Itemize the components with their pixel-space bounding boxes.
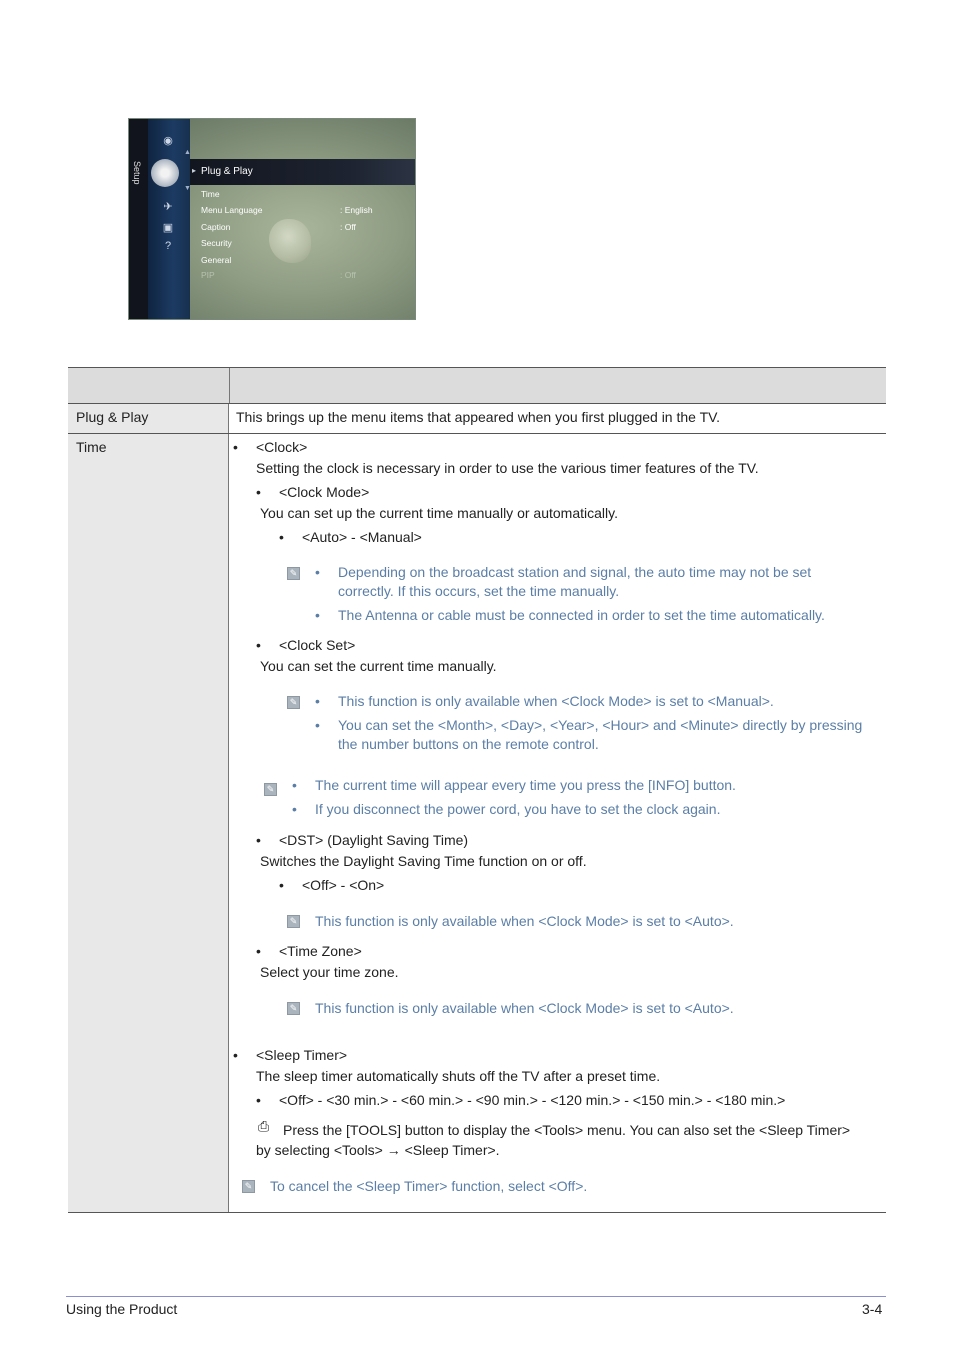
note-text: The Antenna or cable must be connected in order to set the time automatically. [338, 607, 825, 623]
sleep-timer-desc: The sleep timer automatically shuts off the TV after a preset time. [256, 1068, 661, 1084]
footer-divider [66, 1296, 886, 1297]
tv-menu-item: Caption [201, 222, 231, 232]
bullet: • [315, 564, 320, 580]
bullet: • [233, 1047, 238, 1063]
tv-menu-item: Time [201, 189, 220, 199]
tv-menu-item: General [201, 255, 232, 265]
bullet: • [292, 801, 297, 817]
bullet: • [256, 1092, 261, 1108]
sleep-timer-tools: Press the [TOOLS] button to display the <Tools> menu. You can also set the <Sleep Timer> [283, 1122, 851, 1138]
up-arrow-icon: ▲ [184, 149, 191, 156]
row-description: This brings up the menu items that appeared when you first plugged in the TV. [236, 409, 721, 425]
down-arrow-icon: ▼ [184, 185, 191, 192]
table-header-cell [68, 368, 230, 403]
gear-icon [151, 159, 179, 187]
table-row [68, 404, 886, 434]
clock-desc: Setting the clock is necessary in order to use the various timer features of the TV. [256, 460, 759, 476]
tv-menu-icon-column [148, 119, 190, 319]
bullet: • [279, 529, 284, 545]
sleep-timer-tools: by selecting <Tools> → <Sleep Timer>. [256, 1142, 500, 1158]
tv-menu-item-value: : Off [340, 222, 356, 232]
row-label: Plug & Play [68, 404, 229, 433]
note-icon: ✎ [264, 783, 277, 796]
dst-desc: Switches the Daylight Saving Time function on or off. [260, 853, 587, 869]
note-text: Depending on the broadcast station and signal, the auto time may not be set [338, 564, 812, 580]
tools-icon: ⎙ [258, 1118, 270, 1134]
clock-mode-title: <Clock Mode> [279, 484, 370, 500]
tv-menu-item-value: : Off [340, 270, 356, 280]
timezone-title: <Time Zone> [279, 943, 362, 959]
footer-section-title: Using the Product [66, 1301, 178, 1317]
note-text: This function is only available when <Clock Mode> is set to <Auto>. [315, 1000, 734, 1016]
bullet: • [292, 777, 297, 793]
tv-menu-item: Security [201, 238, 232, 248]
note-icon: ✎ [242, 1180, 255, 1193]
satellite-icon: ✈ [163, 200, 173, 213]
bullet: • [233, 439, 238, 455]
bullet: • [315, 693, 320, 709]
tv-menu-sidebar [129, 119, 148, 319]
tv-menu-item: Menu Language [201, 205, 263, 215]
tv-menu-item-value: : English [340, 205, 373, 215]
dst-options: <Off> - <On> [302, 877, 385, 893]
input-icon: ▣ [162, 221, 174, 234]
note-icon: ✎ [287, 1002, 300, 1015]
settings-table [68, 367, 886, 1213]
note-icon: ✎ [287, 915, 300, 928]
bullet: • [256, 832, 261, 848]
background-frog-image [269, 219, 311, 263]
note-text: the number buttons on the remote control. [338, 736, 599, 752]
row-label: Time [68, 434, 229, 1212]
bullet: • [256, 943, 261, 959]
clock-set-title: <Clock Set> [279, 637, 356, 653]
bullet: • [256, 637, 261, 653]
sleep-timer-options: <Off> - <30 min.> - <60 min.> - <90 min.> - <120 min.> - <150 min.> - <180 min.> [279, 1092, 786, 1108]
table-row [68, 434, 886, 1213]
note-icon: ✎ [287, 567, 300, 580]
table-header [68, 367, 886, 404]
note-text: To cancel the <Sleep Timer> function, select <Off>. [270, 1178, 588, 1194]
timezone-desc: Select your time zone. [260, 964, 399, 980]
sleep-timer-title: <Sleep Timer> [256, 1047, 348, 1063]
antenna-icon: ◉ [163, 134, 173, 147]
bullet: • [315, 717, 320, 733]
clock-set-desc: You can set the current time manually. [260, 658, 497, 674]
chevron-right-icon: ▸ [192, 166, 197, 175]
row-description [229, 434, 886, 1212]
note-text: If you disconnect the power cord, you have to set the clock again. [315, 801, 721, 817]
clock-mode-options: <Auto> - <Manual> [302, 529, 422, 545]
dst-title: <DST> (Daylight Saving Time) [279, 832, 469, 848]
clock-title: <Clock> [256, 439, 308, 455]
bullet: • [256, 484, 261, 500]
clock-mode-desc: You can set up the current time manually or automatically. [260, 505, 618, 521]
bullet: • [315, 607, 320, 623]
tv-menu-selected-item: Plug & Play [201, 166, 253, 177]
note-text: The current time will appear every time you press the [INFO] button. [315, 777, 736, 793]
note-text: You can set the <Month>, <Day>, <Year>, <Hour> and <Minute> directly by pressing [338, 717, 863, 733]
footer-page-number: 3-4 [862, 1301, 883, 1317]
tv-menu-side-label: Setup [132, 161, 142, 185]
note-icon: ✎ [287, 696, 300, 709]
tv-menu-item: PIP [201, 270, 215, 280]
note-text: This function is only available when <Clock Mode> is set to <Auto>. [315, 913, 734, 929]
note-text: correctly. If this occurs, set the time manually. [338, 583, 620, 599]
bullet: • [279, 877, 284, 893]
tv-menu-screenshot [128, 118, 416, 320]
help-icon: ? [164, 240, 172, 252]
note-text: This function is only available when <Clock Mode> is set to <Manual>. [338, 693, 774, 709]
